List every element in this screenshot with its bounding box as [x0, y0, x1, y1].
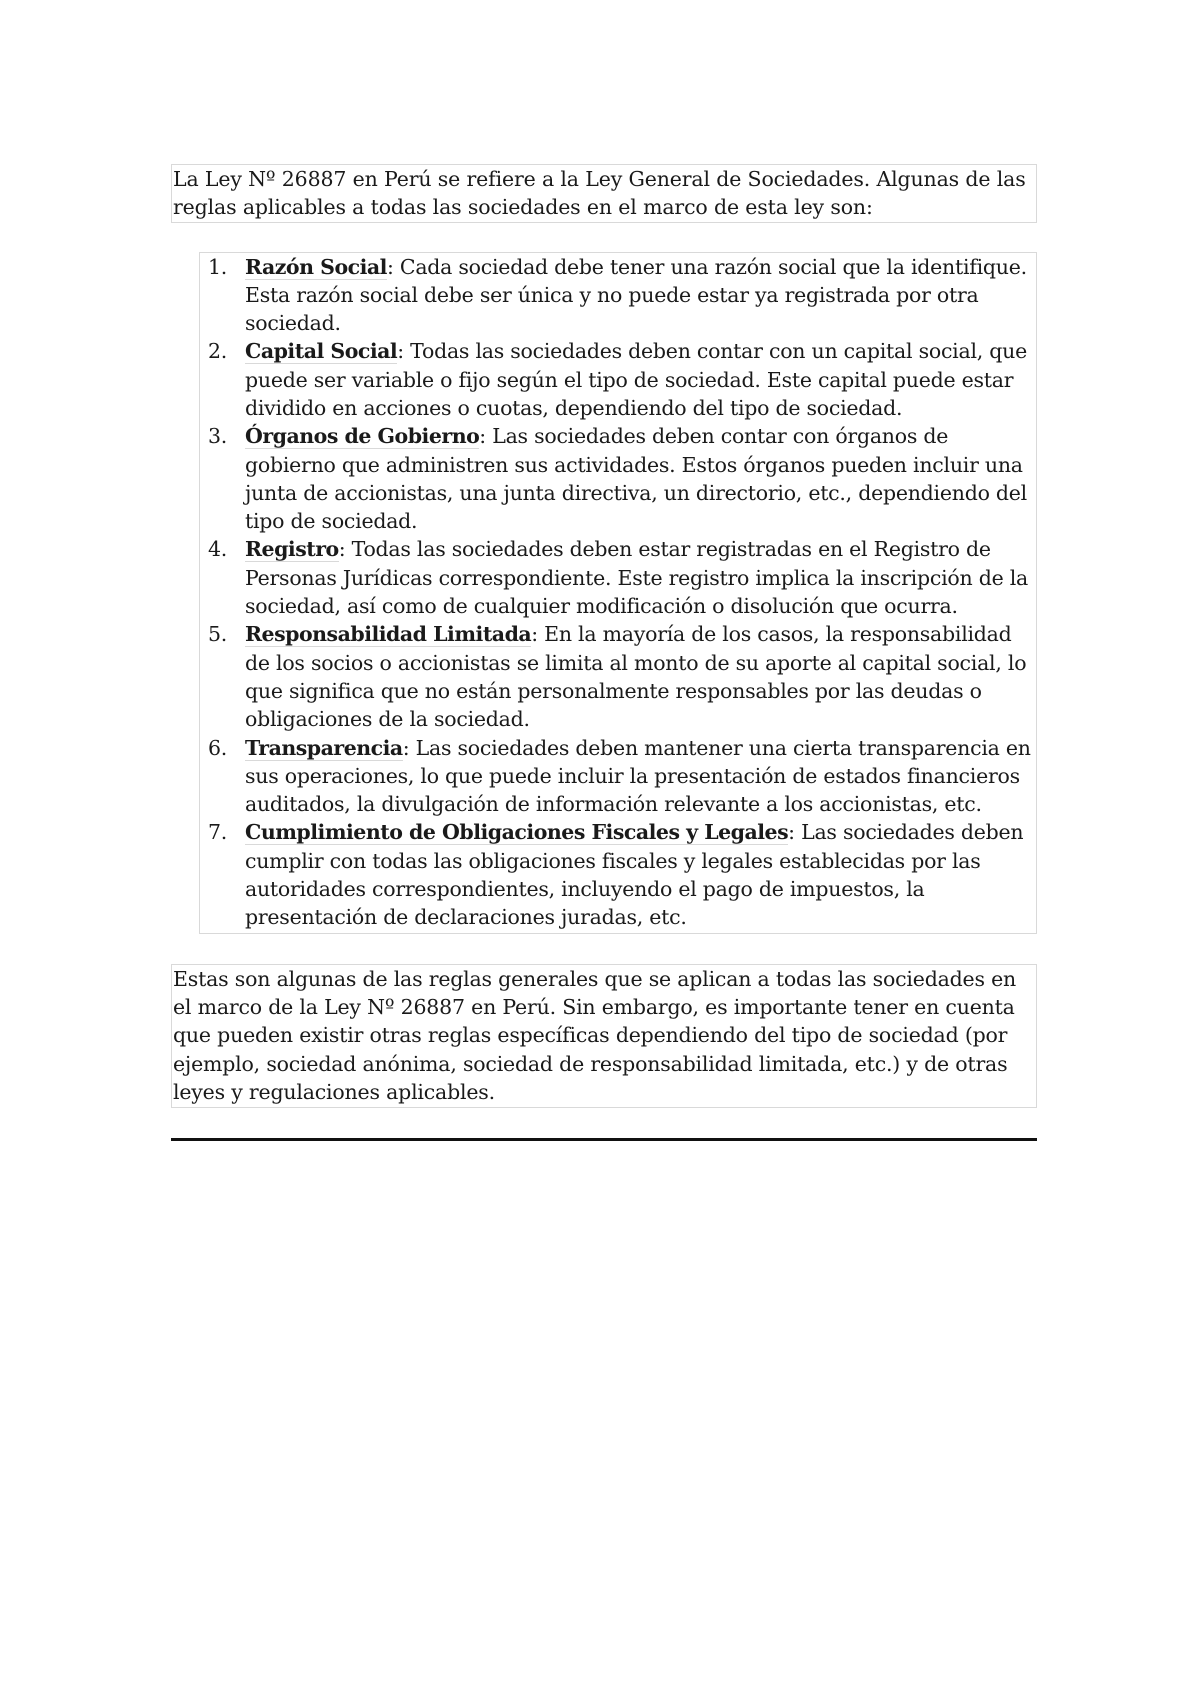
list-item-term: Responsabilidad Limitada	[245, 622, 532, 647]
list-item-number: 4.	[208, 537, 228, 562]
list-item-text: : Las sociedades deben mantener una cierta transparencia en sus operaciones, lo que puede incluir la presentación de estados financieros auditados, la divulgación de información relevante a los accionistas, etc.	[245, 735, 1031, 817]
list-item-term: Capital Social	[245, 339, 398, 364]
list-item-number: 2.	[208, 339, 228, 364]
rules-list	[199, 252, 1037, 934]
list-item-number: 5.	[208, 622, 228, 647]
list-item-number: 3.	[208, 424, 228, 449]
list-item-term: Registro	[245, 537, 339, 562]
list-item-number: 1.	[208, 254, 228, 279]
list-item-number: 7.	[208, 820, 228, 845]
list-item-term: Órganos de Gobierno	[245, 424, 480, 449]
list-item-number: 6.	[208, 735, 228, 760]
list-item	[200, 253, 1032, 338]
list-item	[200, 337, 1032, 422]
list-item	[200, 734, 1032, 819]
list-item-text: : Cada sociedad debe tener una razón social que la identifique. Esta razón social debe ser única y no puede estar ya registrada por otra sociedad.	[245, 254, 1027, 336]
list-item-text: : Todas las sociedades deben estar registradas en el Registro de Personas Jurídicas correspondiente. Este registro implica la inscripción de la sociedad, así como de cualquier modificación o disolución que ocurra.	[245, 537, 1029, 619]
list-item-term: Transparencia	[245, 735, 403, 760]
list-item-term: Cumplimiento de Obligaciones Fiscales y Legales	[245, 820, 789, 845]
list-item	[200, 535, 1032, 620]
list-item-text: : En la mayoría de los casos, la responsabilidad de los socios o accionistas se limita al monto de su aporte al capital social, lo que significa que no están personalmente responsables por las deudas o obligaciones de la sociedad.	[245, 622, 1027, 732]
list-item-text: : Las sociedades deben cumplir con todas las obligaciones fiscales y legales establecidas por las autoridades correspondientes, incluyendo el pago de impuestos, la presentación de declaraciones juradas, etc.	[245, 820, 1024, 930]
document-page	[171, 143, 1037, 1141]
list-item-text: : Las sociedades deben contar con órganos de gobierno que administren sus actividades. Estos órganos pueden incluir una junta de accionistas, una junta directiva, un directorio, etc., dependiendo del tipo de sociedad.	[245, 424, 1027, 534]
list-item-text: : Todas las sociedades deben contar con un capital social, que puede ser variable o fijo según el tipo de sociedad. Este capital puede estar dividido en acciones o cuotas, dependiendo del tipo de sociedad.	[245, 339, 1028, 420]
list-item-term: Razón Social	[245, 254, 387, 279]
list-item	[200, 620, 1032, 733]
intro-paragraph: La Ley Nº 26887 en Perú se refiere a la Ley General de Sociedades. Algunas de las reglas aplicables a todas las sociedades en el marco de esta ley son:	[171, 164, 1037, 223]
horizontal-divider	[171, 1138, 1037, 1141]
list-item	[200, 422, 1032, 535]
list-item	[200, 818, 1032, 931]
closing-paragraph: Estas son algunas de las reglas generales que se aplican a todas las sociedades en el marco de la Ley Nº 26887 en Perú. Sin embargo, es importante tener en cuenta que pueden existir otras reglas específicas dependiendo del tipo de sociedad (por ejemplo, sociedad anónima, sociedad de responsabilidad limitada, etc.) y de otras leyes y regulaciones aplicables.	[171, 964, 1037, 1108]
